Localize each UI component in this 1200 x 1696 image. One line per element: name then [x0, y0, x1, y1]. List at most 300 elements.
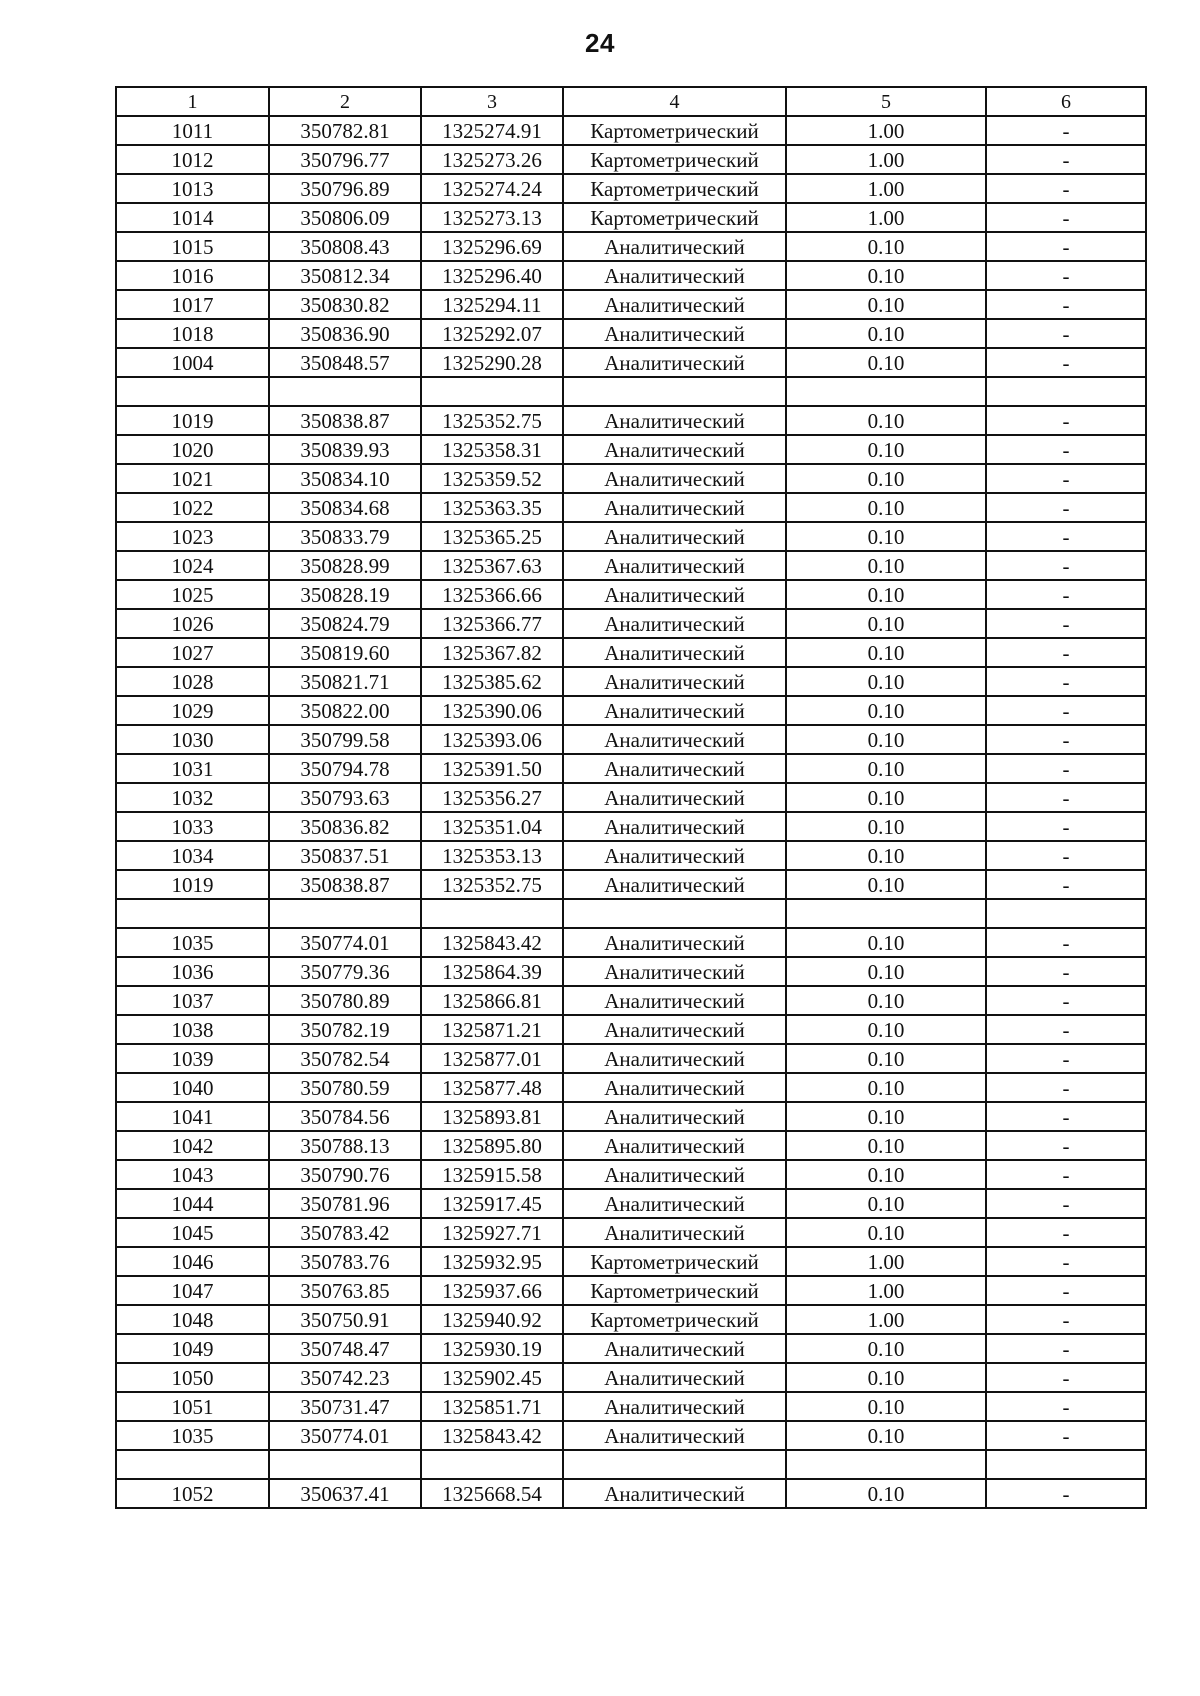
accuracy-cell: 0.10 — [786, 1073, 986, 1102]
point-number-cell: 1029 — [116, 696, 269, 725]
table-row — [116, 696, 1146, 725]
x-coordinate-cell: 350783.76 — [269, 1247, 421, 1276]
y-coordinate-cell: 1325940.92 — [421, 1305, 563, 1334]
table-row — [116, 1189, 1146, 1218]
y-coordinate-cell: 1325273.26 — [421, 145, 563, 174]
point-number-cell: 1051 — [116, 1392, 269, 1421]
method-cell: Картометрический — [563, 203, 786, 232]
y-coordinate-cell: 1325352.75 — [421, 406, 563, 435]
method-cell: Картометрический — [563, 145, 786, 174]
point-number-cell: 1023 — [116, 522, 269, 551]
point-number-cell: 1050 — [116, 1363, 269, 1392]
point-number-cell: 1004 — [116, 348, 269, 377]
method-cell: Аналитический — [563, 1131, 786, 1160]
y-coordinate-cell: 1325292.07 — [421, 319, 563, 348]
method-cell: Аналитический — [563, 986, 786, 1015]
point-number-cell: 1045 — [116, 1218, 269, 1247]
method-cell: Аналитический — [563, 261, 786, 290]
x-coordinate-cell: 350836.90 — [269, 319, 421, 348]
note-cell: - — [986, 551, 1146, 580]
table-row — [116, 174, 1146, 203]
separator-row — [116, 1450, 1146, 1479]
point-number-cell: 1034 — [116, 841, 269, 870]
note-cell: - — [986, 1102, 1146, 1131]
method-cell: Аналитический — [563, 435, 786, 464]
table-row — [116, 290, 1146, 319]
x-coordinate-cell: 350828.99 — [269, 551, 421, 580]
point-number-cell: 1033 — [116, 812, 269, 841]
x-coordinate-cell: 350763.85 — [269, 1276, 421, 1305]
point-number-cell — [116, 1450, 269, 1479]
x-coordinate-cell: 350806.09 — [269, 203, 421, 232]
y-coordinate-cell: 1325274.24 — [421, 174, 563, 203]
y-coordinate-cell: 1325296.40 — [421, 261, 563, 290]
table-row — [116, 464, 1146, 493]
method-cell: Аналитический — [563, 464, 786, 493]
point-number-cell: 1025 — [116, 580, 269, 609]
table-row — [116, 203, 1146, 232]
note-cell: - — [986, 986, 1146, 1015]
method-cell: Аналитический — [563, 319, 786, 348]
note-cell: - — [986, 1305, 1146, 1334]
method-cell: Аналитический — [563, 696, 786, 725]
y-coordinate-cell: 1325927.71 — [421, 1218, 563, 1247]
table-row — [116, 145, 1146, 174]
accuracy-cell: 0.10 — [786, 638, 986, 667]
point-number-cell: 1014 — [116, 203, 269, 232]
method-cell — [563, 377, 786, 406]
accuracy-cell — [786, 377, 986, 406]
note-cell: - — [986, 319, 1146, 348]
y-coordinate-cell: 1325294.11 — [421, 290, 563, 319]
note-cell: - — [986, 261, 1146, 290]
point-number-cell: 1019 — [116, 870, 269, 899]
accuracy-cell: 1.00 — [786, 1276, 986, 1305]
accuracy-cell: 0.10 — [786, 754, 986, 783]
x-coordinate-cell: 350780.59 — [269, 1073, 421, 1102]
table-row — [116, 1334, 1146, 1363]
table-header-row — [116, 87, 1146, 116]
note-cell: - — [986, 1073, 1146, 1102]
x-coordinate-cell: 350750.91 — [269, 1305, 421, 1334]
note-cell: - — [986, 754, 1146, 783]
accuracy-cell: 0.10 — [786, 232, 986, 261]
x-coordinate-cell: 350784.56 — [269, 1102, 421, 1131]
note-cell: - — [986, 464, 1146, 493]
y-coordinate-cell: 1325843.42 — [421, 1421, 563, 1450]
x-coordinate-cell: 350742.23 — [269, 1363, 421, 1392]
x-coordinate-cell: 350779.36 — [269, 957, 421, 986]
x-coordinate-cell: 350836.82 — [269, 812, 421, 841]
x-coordinate-cell: 350824.79 — [269, 609, 421, 638]
table-row — [116, 667, 1146, 696]
x-coordinate-cell — [269, 899, 421, 928]
x-coordinate-cell: 350838.87 — [269, 406, 421, 435]
table-row — [116, 1392, 1146, 1421]
method-cell: Аналитический — [563, 1102, 786, 1131]
x-coordinate-cell: 350782.54 — [269, 1044, 421, 1073]
x-coordinate-cell: 350808.43 — [269, 232, 421, 261]
table-row — [116, 348, 1146, 377]
x-coordinate-cell: 350822.00 — [269, 696, 421, 725]
y-coordinate-cell: 1325937.66 — [421, 1276, 563, 1305]
note-cell: - — [986, 580, 1146, 609]
point-number-cell: 1011 — [116, 116, 269, 145]
accuracy-cell: 0.10 — [786, 609, 986, 638]
method-cell — [563, 1450, 786, 1479]
accuracy-cell: 0.10 — [786, 551, 986, 580]
x-coordinate-cell: 350790.76 — [269, 1160, 421, 1189]
method-cell: Аналитический — [563, 841, 786, 870]
x-coordinate-cell — [269, 1450, 421, 1479]
accuracy-cell: 1.00 — [786, 116, 986, 145]
table-row — [116, 493, 1146, 522]
accuracy-cell: 0.10 — [786, 1392, 986, 1421]
x-coordinate-cell: 350838.87 — [269, 870, 421, 899]
table-row — [116, 841, 1146, 870]
accuracy-cell: 1.00 — [786, 145, 986, 174]
table-row — [116, 406, 1146, 435]
table-row — [116, 1479, 1146, 1508]
note-cell: - — [986, 1015, 1146, 1044]
point-number-cell: 1041 — [116, 1102, 269, 1131]
accuracy-cell: 0.10 — [786, 290, 986, 319]
y-coordinate-cell: 1325915.58 — [421, 1160, 563, 1189]
method-cell: Картометрический — [563, 174, 786, 203]
y-coordinate-cell: 1325359.52 — [421, 464, 563, 493]
note-cell: - — [986, 116, 1146, 145]
x-coordinate-cell: 350731.47 — [269, 1392, 421, 1421]
y-coordinate-cell: 1325843.42 — [421, 928, 563, 957]
x-coordinate-cell: 350799.58 — [269, 725, 421, 754]
method-cell: Аналитический — [563, 1479, 786, 1508]
table-row — [116, 522, 1146, 551]
table-row — [116, 319, 1146, 348]
y-coordinate-cell: 1325917.45 — [421, 1189, 563, 1218]
x-coordinate-cell: 350788.13 — [269, 1131, 421, 1160]
note-cell: - — [986, 348, 1146, 377]
note-cell: - — [986, 290, 1146, 319]
accuracy-cell: 0.10 — [786, 464, 986, 493]
y-coordinate-cell: 1325363.35 — [421, 493, 563, 522]
y-coordinate-cell: 1325877.48 — [421, 1073, 563, 1102]
table-row — [116, 1131, 1146, 1160]
separator-row — [116, 899, 1146, 928]
y-coordinate-cell: 1325274.91 — [421, 116, 563, 145]
accuracy-cell: 0.10 — [786, 1044, 986, 1073]
note-cell: - — [986, 522, 1146, 551]
note-cell: - — [986, 1479, 1146, 1508]
method-cell: Картометрический — [563, 1305, 786, 1334]
note-cell: - — [986, 841, 1146, 870]
table-row — [116, 986, 1146, 1015]
accuracy-cell: 0.10 — [786, 1015, 986, 1044]
accuracy-cell: 0.10 — [786, 522, 986, 551]
y-coordinate-cell: 1325668.54 — [421, 1479, 563, 1508]
x-coordinate-cell: 350794.78 — [269, 754, 421, 783]
point-number-cell: 1022 — [116, 493, 269, 522]
y-coordinate-cell: 1325367.63 — [421, 551, 563, 580]
x-coordinate-cell: 350819.60 — [269, 638, 421, 667]
method-cell: Аналитический — [563, 928, 786, 957]
note-cell: - — [986, 1276, 1146, 1305]
point-number-cell: 1035 — [116, 928, 269, 957]
table-row — [116, 754, 1146, 783]
table-row — [116, 116, 1146, 145]
point-number-cell: 1018 — [116, 319, 269, 348]
note-cell: - — [986, 957, 1146, 986]
accuracy-cell: 1.00 — [786, 203, 986, 232]
x-coordinate-cell: 350837.51 — [269, 841, 421, 870]
point-number-cell: 1021 — [116, 464, 269, 493]
y-coordinate-cell: 1325932.95 — [421, 1247, 563, 1276]
x-coordinate-cell: 350783.42 — [269, 1218, 421, 1247]
table-row — [116, 1015, 1146, 1044]
column-header: 2 — [269, 87, 421, 116]
point-number-cell: 1042 — [116, 1131, 269, 1160]
note-cell: - — [986, 1131, 1146, 1160]
note-cell: - — [986, 1334, 1146, 1363]
accuracy-cell: 0.10 — [786, 319, 986, 348]
y-coordinate-cell — [421, 899, 563, 928]
x-coordinate-cell: 350780.89 — [269, 986, 421, 1015]
note-cell: - — [986, 1392, 1146, 1421]
method-cell: Аналитический — [563, 1363, 786, 1392]
y-coordinate-cell: 1325871.21 — [421, 1015, 563, 1044]
method-cell: Картометрический — [563, 1247, 786, 1276]
method-cell: Аналитический — [563, 522, 786, 551]
point-number-cell: 1044 — [116, 1189, 269, 1218]
note-cell: - — [986, 696, 1146, 725]
column-header: 5 — [786, 87, 986, 116]
point-number-cell: 1035 — [116, 1421, 269, 1450]
note-cell: - — [986, 609, 1146, 638]
method-cell: Аналитический — [563, 348, 786, 377]
table-row — [116, 1247, 1146, 1276]
point-number-cell: 1032 — [116, 783, 269, 812]
method-cell: Аналитический — [563, 638, 786, 667]
x-coordinate-cell: 350774.01 — [269, 1421, 421, 1450]
accuracy-cell: 0.10 — [786, 1479, 986, 1508]
y-coordinate-cell: 1325273.13 — [421, 203, 563, 232]
point-number-cell — [116, 899, 269, 928]
method-cell: Аналитический — [563, 667, 786, 696]
x-coordinate-cell: 350828.19 — [269, 580, 421, 609]
y-coordinate-cell: 1325351.04 — [421, 812, 563, 841]
y-coordinate-cell: 1325385.62 — [421, 667, 563, 696]
point-number-cell: 1039 — [116, 1044, 269, 1073]
table-row — [116, 783, 1146, 812]
table-body — [116, 116, 1146, 1508]
accuracy-cell — [786, 899, 986, 928]
y-coordinate-cell: 1325866.81 — [421, 986, 563, 1015]
note-cell: - — [986, 493, 1146, 522]
note-cell: - — [986, 783, 1146, 812]
note-cell — [986, 1450, 1146, 1479]
accuracy-cell: 1.00 — [786, 1305, 986, 1334]
y-coordinate-cell: 1325902.45 — [421, 1363, 563, 1392]
y-coordinate-cell: 1325393.06 — [421, 725, 563, 754]
x-coordinate-cell: 350834.68 — [269, 493, 421, 522]
note-cell: - — [986, 725, 1146, 754]
y-coordinate-cell: 1325851.71 — [421, 1392, 563, 1421]
point-number-cell: 1038 — [116, 1015, 269, 1044]
method-cell: Аналитический — [563, 754, 786, 783]
y-coordinate-cell: 1325353.13 — [421, 841, 563, 870]
accuracy-cell: 0.10 — [786, 406, 986, 435]
note-cell: - — [986, 638, 1146, 667]
method-cell: Аналитический — [563, 290, 786, 319]
method-cell: Аналитический — [563, 1421, 786, 1450]
y-coordinate-cell: 1325358.31 — [421, 435, 563, 464]
point-number-cell: 1043 — [116, 1160, 269, 1189]
table-row — [116, 1363, 1146, 1392]
accuracy-cell: 0.10 — [786, 261, 986, 290]
x-coordinate-cell: 350830.82 — [269, 290, 421, 319]
method-cell: Аналитический — [563, 1218, 786, 1247]
x-coordinate-cell: 350812.34 — [269, 261, 421, 290]
method-cell: Аналитический — [563, 493, 786, 522]
table-row — [116, 435, 1146, 464]
point-number-cell — [116, 377, 269, 406]
accuracy-cell: 0.10 — [786, 812, 986, 841]
coordinates-table — [115, 86, 1147, 1509]
note-cell: - — [986, 1363, 1146, 1392]
method-cell: Аналитический — [563, 406, 786, 435]
accuracy-cell: 1.00 — [786, 1247, 986, 1276]
table-row — [116, 1218, 1146, 1247]
method-cell: Картометрический — [563, 1276, 786, 1305]
point-number-cell: 1012 — [116, 145, 269, 174]
y-coordinate-cell: 1325366.66 — [421, 580, 563, 609]
point-number-cell: 1015 — [116, 232, 269, 261]
accuracy-cell: 0.10 — [786, 1334, 986, 1363]
y-coordinate-cell: 1325390.06 — [421, 696, 563, 725]
point-number-cell: 1046 — [116, 1247, 269, 1276]
table-row — [116, 638, 1146, 667]
method-cell: Аналитический — [563, 957, 786, 986]
table-row — [116, 1276, 1146, 1305]
accuracy-cell: 0.10 — [786, 1160, 986, 1189]
x-coordinate-cell: 350848.57 — [269, 348, 421, 377]
method-cell: Аналитический — [563, 1160, 786, 1189]
accuracy-cell: 0.10 — [786, 1421, 986, 1450]
note-cell: - — [986, 1247, 1146, 1276]
point-number-cell: 1013 — [116, 174, 269, 203]
note-cell: - — [986, 1160, 1146, 1189]
y-coordinate-cell: 1325864.39 — [421, 957, 563, 986]
point-number-cell: 1019 — [116, 406, 269, 435]
table-row — [116, 232, 1146, 261]
accuracy-cell: 0.10 — [786, 1189, 986, 1218]
x-coordinate-cell: 350782.81 — [269, 116, 421, 145]
page-number: 24 — [585, 28, 615, 58]
table-row — [116, 725, 1146, 754]
x-coordinate-cell: 350748.47 — [269, 1334, 421, 1363]
table-row — [116, 1073, 1146, 1102]
note-cell: - — [986, 928, 1146, 957]
note-cell — [986, 899, 1146, 928]
x-coordinate-cell: 350796.77 — [269, 145, 421, 174]
column-header: 1 — [116, 87, 269, 116]
y-coordinate-cell: 1325391.50 — [421, 754, 563, 783]
table-row — [116, 1421, 1146, 1450]
y-coordinate-cell: 1325877.01 — [421, 1044, 563, 1073]
point-number-cell: 1031 — [116, 754, 269, 783]
table-row — [116, 812, 1146, 841]
accuracy-cell: 0.10 — [786, 783, 986, 812]
accuracy-cell: 0.10 — [786, 957, 986, 986]
x-coordinate-cell: 350834.10 — [269, 464, 421, 493]
accuracy-cell: 1.00 — [786, 174, 986, 203]
y-coordinate-cell — [421, 377, 563, 406]
y-coordinate-cell: 1325367.82 — [421, 638, 563, 667]
note-cell — [986, 377, 1146, 406]
x-coordinate-cell: 350781.96 — [269, 1189, 421, 1218]
method-cell: Аналитический — [563, 812, 786, 841]
method-cell: Аналитический — [563, 232, 786, 261]
accuracy-cell: 0.10 — [786, 667, 986, 696]
method-cell: Аналитический — [563, 1073, 786, 1102]
y-coordinate-cell: 1325930.19 — [421, 1334, 563, 1363]
accuracy-cell: 0.10 — [786, 1218, 986, 1247]
x-coordinate-cell: 350796.89 — [269, 174, 421, 203]
table-row — [116, 1305, 1146, 1334]
point-number-cell: 1020 — [116, 435, 269, 464]
table-row — [116, 870, 1146, 899]
method-cell: Аналитический — [563, 783, 786, 812]
x-coordinate-cell: 350774.01 — [269, 928, 421, 957]
accuracy-cell: 0.10 — [786, 841, 986, 870]
accuracy-cell: 0.10 — [786, 986, 986, 1015]
note-cell: - — [986, 667, 1146, 696]
column-header: 4 — [563, 87, 786, 116]
y-coordinate-cell: 1325893.81 — [421, 1102, 563, 1131]
point-number-cell: 1036 — [116, 957, 269, 986]
accuracy-cell: 0.10 — [786, 725, 986, 754]
x-coordinate-cell: 350782.19 — [269, 1015, 421, 1044]
note-cell: - — [986, 1421, 1146, 1450]
table-row — [116, 1102, 1146, 1131]
note-cell: - — [986, 203, 1146, 232]
x-coordinate-cell: 350793.63 — [269, 783, 421, 812]
accuracy-cell: 0.10 — [786, 696, 986, 725]
point-number-cell: 1052 — [116, 1479, 269, 1508]
table-row — [116, 580, 1146, 609]
note-cell: - — [986, 174, 1146, 203]
method-cell: Аналитический — [563, 609, 786, 638]
accuracy-cell: 0.10 — [786, 1102, 986, 1131]
accuracy-cell: 0.10 — [786, 870, 986, 899]
accuracy-cell: 0.10 — [786, 435, 986, 464]
table-row — [116, 1044, 1146, 1073]
accuracy-cell: 0.10 — [786, 348, 986, 377]
note-cell: - — [986, 870, 1146, 899]
point-number-cell: 1026 — [116, 609, 269, 638]
note-cell: - — [986, 1044, 1146, 1073]
table-row — [116, 1160, 1146, 1189]
y-coordinate-cell: 1325296.69 — [421, 232, 563, 261]
column-header: 3 — [421, 87, 563, 116]
method-cell: Аналитический — [563, 1392, 786, 1421]
y-coordinate-cell: 1325356.27 — [421, 783, 563, 812]
x-coordinate-cell: 350833.79 — [269, 522, 421, 551]
point-number-cell: 1047 — [116, 1276, 269, 1305]
separator-row — [116, 377, 1146, 406]
point-number-cell: 1024 — [116, 551, 269, 580]
accuracy-cell — [786, 1450, 986, 1479]
method-cell — [563, 899, 786, 928]
